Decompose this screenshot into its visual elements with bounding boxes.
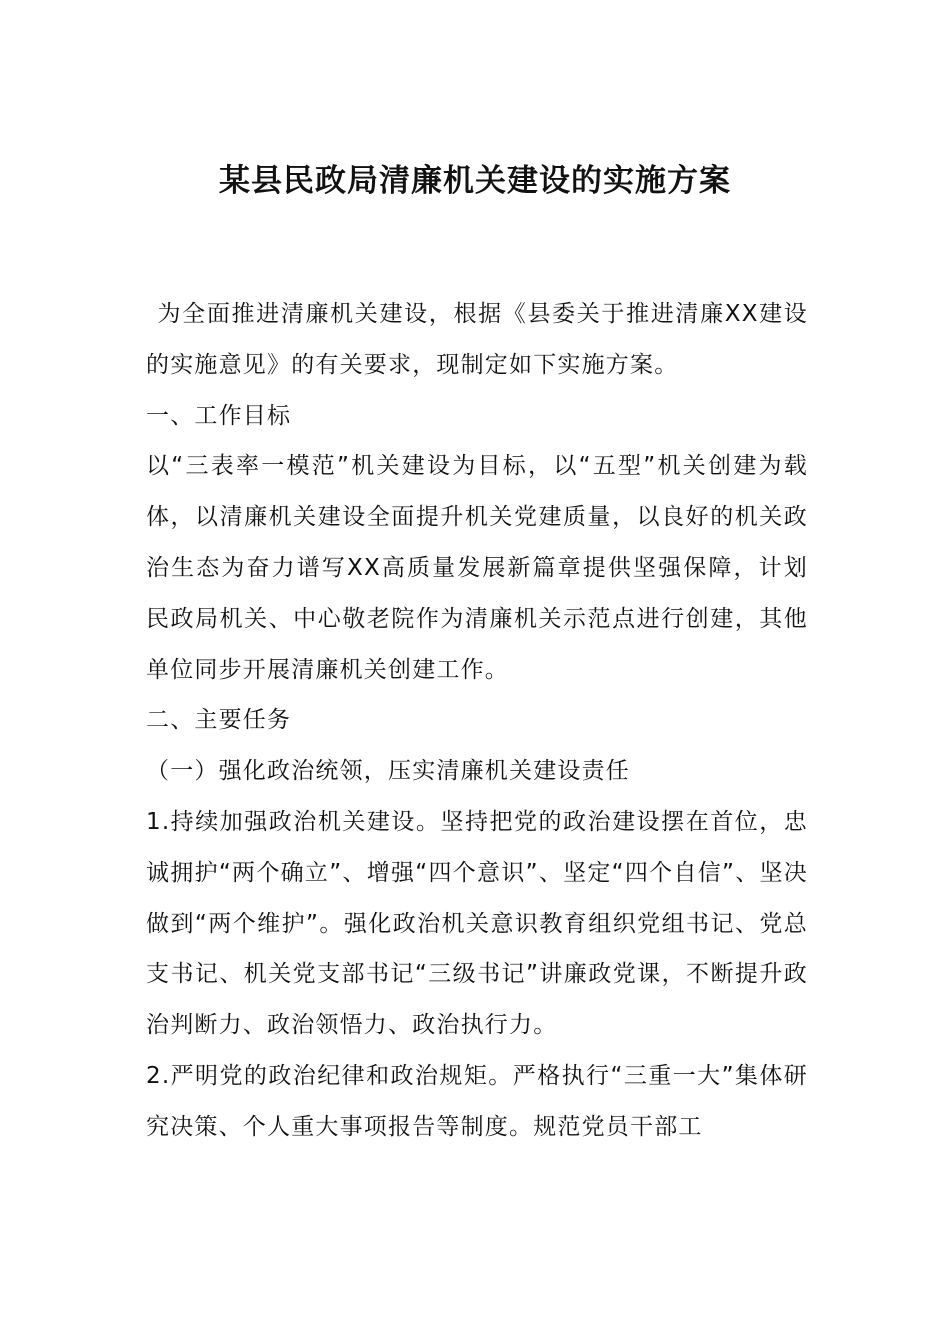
section-heading-tasks: 二、主要任务 [146, 707, 292, 734]
section-heading-goals: 一、工作目标 [146, 402, 292, 429]
subsection-heading-1: （一）强化政治统领，压实清廉机关建设责任 [146, 758, 630, 785]
task-item-1: 1.持续加强政治机关建设。坚持把党的政治建设摆在首位，忠诚拥护“两个确立”、增强“四个意识”、坚定“四个自信”、坚决做到“两个维护”。强化政治机关意识教育组织党组书记、党总支书记、机关党支部书记“三级书记”讲廉政党课，不断提升政治判断力、政治领悟力、政治执行力。 [146, 808, 808, 1039]
task-item-2: 2.严明党的政治纪律和政治规矩。严格执行“三重一大”集体研究决策、个人重大事项报告等制度。规范党员干部工 [146, 1062, 808, 1140]
intro-paragraph: 为全面推进清廉机关建设，根据《县委关于推进清廉XX建设的实施意见》的有关要求，现制定如下实施方案。 [146, 301, 808, 378]
document-title: 某县民政局清廉机关建设的实施方案 [219, 163, 731, 199]
document-body [146, 289, 808, 1153]
goals-paragraph: 以“三表率一模范”机关建设为目标，以“五型”机关创建为载体，以清廉机关建设全面提升机关党建质量，以良好的机关政治生态为奋力谱写XX高质量发展新篇章提供坚强保障，计划民政局机关、中心敬老院作为清廉机关示范点进行创建，其他单位同步开展清廉机关创建工作。 [146, 453, 808, 683]
